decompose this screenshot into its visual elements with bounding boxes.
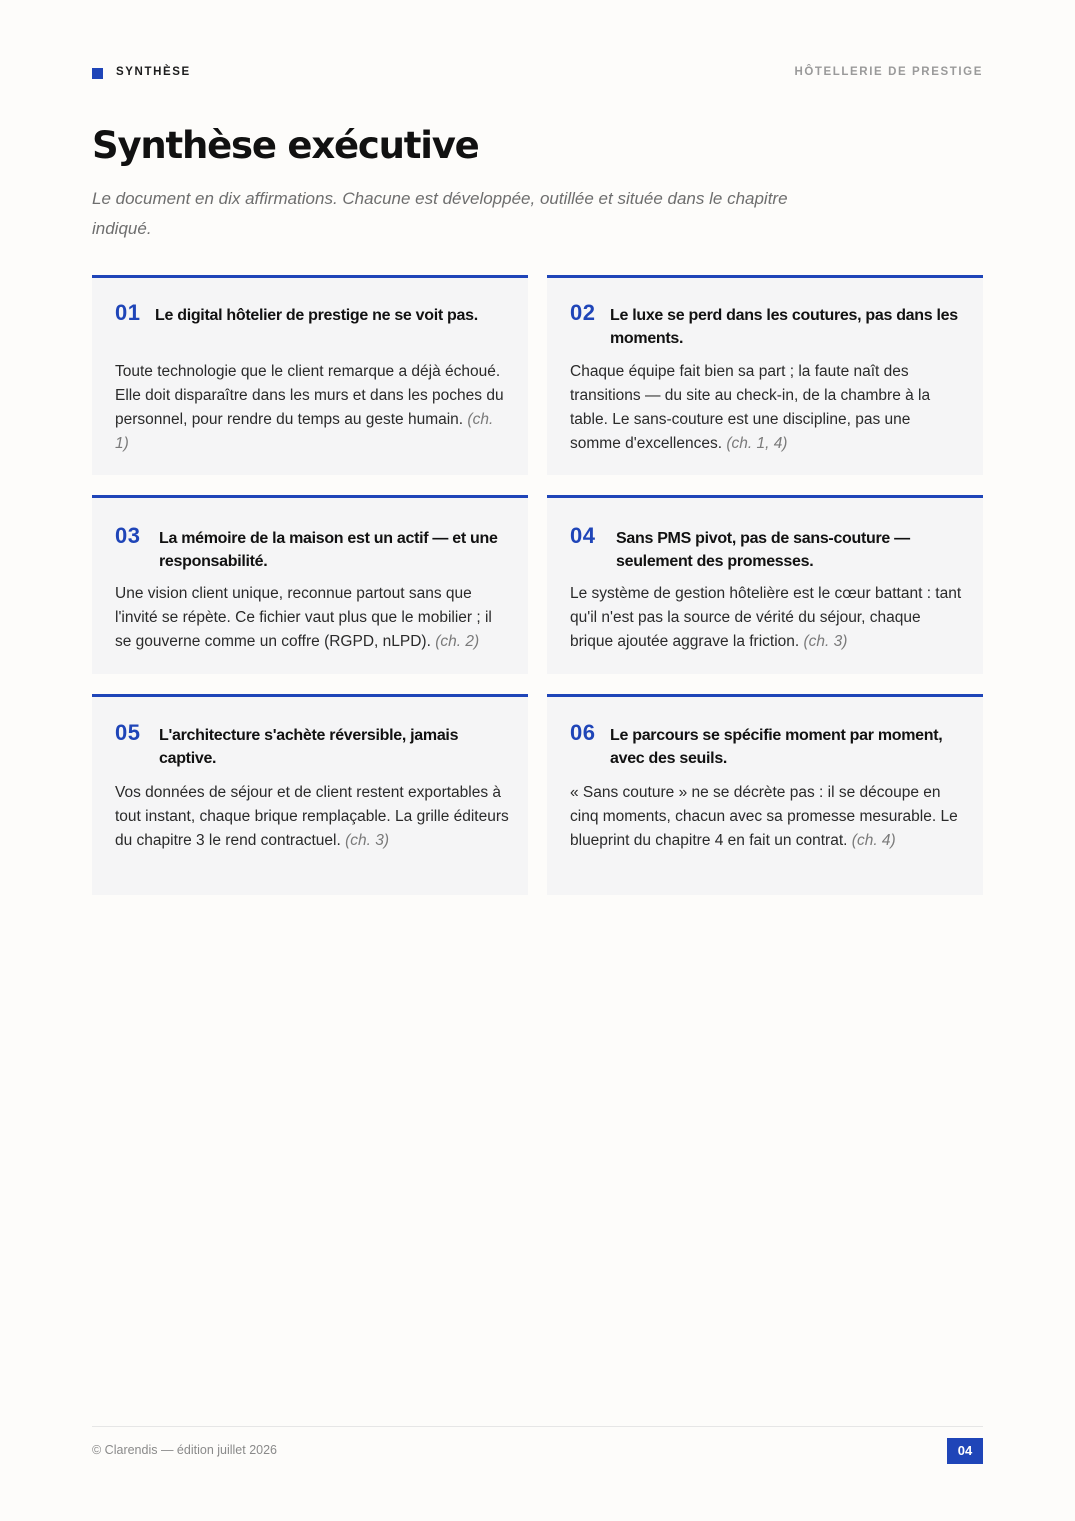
- card-number: 02: [570, 300, 596, 325]
- card-body: [115, 360, 510, 456]
- chapter-reference: (ch. 4): [851, 832, 896, 849]
- page-subtitle: Le document en dix affirmations. Chacune est développée, outillée et située dans le chapitre indiqué.: [92, 189, 788, 238]
- card-title: Sans PMS pivot, pas de sans-couture — seulement des promesses.: [616, 530, 910, 570]
- card-number: 01: [115, 300, 141, 325]
- card-title: La mémoire de la maison est un actif — et une responsabilité.: [159, 530, 498, 570]
- claim-card-03: [92, 495, 528, 674]
- claim-card-04: [547, 495, 983, 674]
- card-body-text: Une vision client unique, reconnue partout sans que l'invité se répète. Ce fichier vaut plus que le mobilier ; il se gouverne comme un coffre (RGPD, nLPD).: [115, 585, 492, 650]
- card-title: Le luxe se perd dans les coutures, pas dans les moments.: [610, 307, 958, 347]
- card-title: Le parcours se spécifie moment par moment, avec des seuils.: [610, 727, 943, 767]
- chapter-reference: (ch. 1): [115, 411, 494, 452]
- chapter-reference: (ch. 3): [803, 633, 848, 650]
- card-body: [570, 582, 965, 654]
- claim-card-01: [92, 275, 528, 475]
- running-header: [92, 66, 983, 82]
- chapter-reference: (ch. 2): [435, 633, 480, 650]
- card-body-text: Vos données de séjour et de client restent exportables à tout instant, chaque brique remplaçable. La grille éditeurs du chapitre 3 le rend contractuel.: [115, 784, 509, 849]
- page-number-badge: 04: [947, 1438, 983, 1464]
- claim-card-06: [547, 694, 983, 895]
- page-title: Synthèse exécutive: [92, 124, 479, 167]
- footer-divider: [92, 1426, 983, 1427]
- card-number: 06: [570, 720, 596, 745]
- card-number: 03: [115, 523, 141, 548]
- card-number: 05: [115, 720, 141, 745]
- chapter-reference: (ch. 3): [345, 832, 389, 849]
- claim-card-02: [547, 275, 983, 475]
- brand-label: HÔTELLERIE DE PRESTIGE: [794, 66, 983, 78]
- chapter-reference: (ch. 1, 4): [726, 435, 788, 452]
- card-body: [115, 781, 510, 853]
- card-title: L'architecture s'achète réversible, jamais captive.: [159, 727, 459, 767]
- card-number: 04: [570, 523, 596, 548]
- page: [92, 0, 983, 1521]
- claim-card-05: [92, 694, 528, 895]
- card-body-text: « Sans couture » ne se décrète pas : il se découpe en cinq moments, chacun avec sa promesse mesurable. Le blueprint du chapitre 4 en fait un contrat.: [570, 784, 958, 849]
- card-title: Le digital hôtelier de prestige ne se voit pas.: [155, 307, 478, 324]
- card-body-text: Chaque équipe fait bien sa part ; la faute naît des transitions — du site au check-in, de la chambre à la table. Le sans-couture est une discipline, pas une somme d'excellences.: [570, 363, 931, 452]
- card-body: [115, 582, 510, 654]
- section-marker-square: [92, 68, 103, 79]
- card-body-text: Le système de gestion hôtelière est le cœur battant : tant qu'il n'est pas la source de vérité du séjour, chaque brique ajoutée aggrave la friction.: [570, 585, 962, 650]
- card-body: [570, 781, 965, 853]
- footer-copyright: © Clarendis — édition juillet 2026: [92, 1443, 278, 1457]
- card-body: [570, 360, 965, 456]
- card-body-text: Toute technologie que le client remarque a déjà échoué. Elle doit disparaître dans les murs et dans les poches du personnel, pour rendre du temps au geste humain.: [115, 363, 504, 428]
- section-label: SYNTHÈSE: [116, 66, 191, 78]
